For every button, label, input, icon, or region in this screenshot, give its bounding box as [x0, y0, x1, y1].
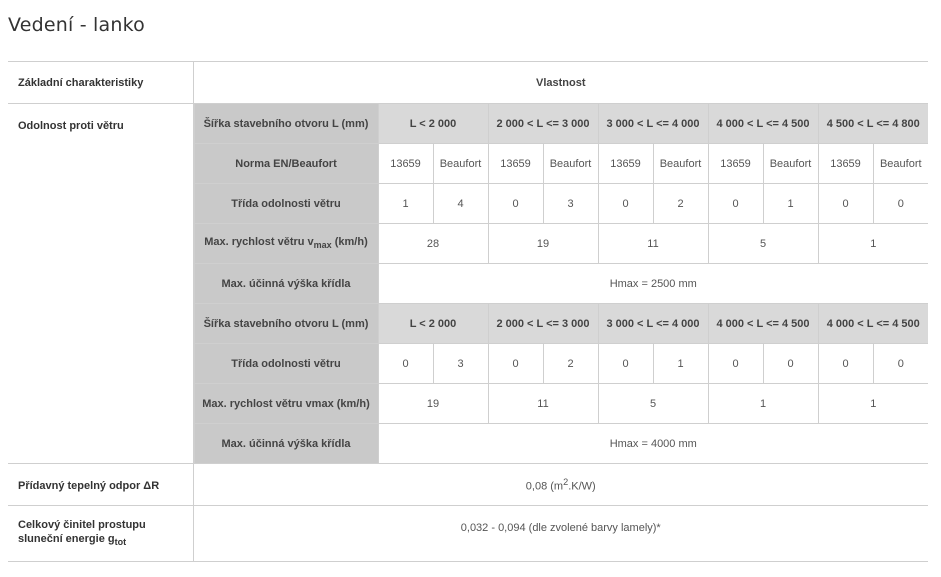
speed-label-sub: max: [313, 240, 332, 251]
height-cell: Hmax = 2500 mm: [378, 264, 928, 304]
thermal-resistance-value: [193, 464, 928, 506]
speed-cell: 1: [818, 384, 928, 424]
thermal-value-sup: 2: [563, 476, 569, 487]
norm-cell: 13659: [378, 144, 433, 184]
class-cell: 0: [488, 344, 543, 384]
row-label-speed: [194, 224, 378, 264]
wind-resistance-label: Odolnost proti větru: [8, 104, 193, 464]
row-label-norm: Norma EN/Beaufort: [194, 144, 378, 184]
header-property: Vlastnost: [193, 62, 928, 104]
class-cell: 0: [763, 344, 818, 384]
range-cell: 4 500 < L <= 4 800: [818, 104, 928, 144]
speed-label-unit: (km/h): [331, 236, 368, 249]
class-cell: 0: [708, 184, 763, 224]
speed-cell: 5: [708, 224, 818, 264]
norm-cell: Beaufort: [873, 144, 928, 184]
speed-cell: 1: [818, 224, 928, 264]
thermal-resistance-label: Přídavný tepelný odpor ΔR: [8, 464, 193, 506]
norm-cell: Beaufort: [433, 144, 488, 184]
table-header-row: [8, 62, 928, 104]
row-label-class: Třída odolnosti větru: [194, 184, 378, 224]
range-cell: 4 000 < L <= 4 500: [818, 304, 928, 344]
row-label-class: Třída odolnosti větru: [194, 344, 378, 384]
characteristics-table: [8, 61, 928, 562]
norm-cell: 13659: [708, 144, 763, 184]
page-title: Vedení - lanko: [8, 14, 145, 36]
thermal-value-unit: .K/W): [568, 480, 596, 493]
class-cell: 0: [873, 344, 928, 384]
height-row-1: [194, 264, 928, 304]
solar-transmittance-label: [8, 506, 193, 562]
norm-cell: 13659: [598, 144, 653, 184]
row-label-width: Šířka stavebního otvoru L (mm): [194, 104, 378, 144]
norm-cell: 13659: [488, 144, 543, 184]
row-label-width: Šířka stavebního otvoru L (mm): [194, 304, 378, 344]
solar-label-line1: Celkový činitel prostupu: [18, 519, 146, 531]
height-row-2: [194, 424, 928, 464]
speed-cell: 11: [488, 384, 598, 424]
class-cell: 0: [598, 184, 653, 224]
wind-resistance-row: [8, 104, 928, 464]
norm-cell: Beaufort: [543, 144, 598, 184]
class-cell: 3: [433, 344, 488, 384]
speed-cell: 5: [598, 384, 708, 424]
row-label-height: Max. účinná výška křídla: [194, 424, 378, 464]
class-row-2: [194, 344, 928, 384]
class-cell: 1: [653, 344, 708, 384]
class-cell: 0: [873, 184, 928, 224]
range-cell: L < 2 000: [378, 304, 488, 344]
width-row-2: [194, 304, 928, 344]
range-cell: L < 2 000: [378, 104, 488, 144]
speed-cell: 28: [378, 224, 488, 264]
norm-cell: Beaufort: [763, 144, 818, 184]
class-cell: 0: [488, 184, 543, 224]
class-cell: 0: [378, 344, 433, 384]
speed-row-2: [194, 384, 928, 424]
speed-cell: 19: [378, 384, 488, 424]
solar-transmittance-row: [8, 506, 928, 562]
thermal-value-text: 0,08 (m: [525, 480, 564, 493]
solar-label-sub: tot: [114, 537, 127, 548]
speed-row-1: [194, 224, 928, 264]
wind-resistance-table: [194, 104, 929, 463]
class-cell: 1: [763, 184, 818, 224]
speed-cell: 1: [708, 384, 818, 424]
class-cell: 4: [433, 184, 488, 224]
range-cell: 3 000 < L <= 4 000: [598, 304, 708, 344]
class-cell: 2: [653, 184, 708, 224]
class-cell: 0: [818, 184, 873, 224]
norm-row: [194, 144, 928, 184]
thermal-resistance-row: [8, 464, 928, 506]
speed-cell: 19: [488, 224, 598, 264]
norm-cell: Beaufort: [653, 144, 708, 184]
class-cell: 0: [598, 344, 653, 384]
range-cell: 2 000 < L <= 3 000: [488, 104, 598, 144]
range-cell: 4 000 < L <= 4 500: [708, 304, 818, 344]
row-label-speed: Max. rychlost větru vmax (km/h): [194, 384, 378, 424]
height-cell: Hmax = 4000 mm: [378, 424, 928, 464]
header-basic-characteristics: Základní charakteristiky: [8, 62, 193, 104]
class-cell: 1: [378, 184, 433, 224]
speed-cell: 11: [598, 224, 708, 264]
norm-cell: 13659: [818, 144, 873, 184]
class-cell: 0: [818, 344, 873, 384]
class-row-1: [194, 184, 928, 224]
width-row-1: [194, 104, 928, 144]
class-cell: 0: [708, 344, 763, 384]
class-cell: 3: [543, 184, 598, 224]
row-label-height: Max. účinná výška křídla: [194, 264, 378, 304]
range-cell: 3 000 < L <= 4 000: [598, 104, 708, 144]
speed-label-text: Max. rychlost větru v: [204, 236, 314, 249]
solar-label-line2: sluneční energie g: [18, 533, 115, 545]
class-cell: 2: [543, 344, 598, 384]
range-cell: 2 000 < L <= 3 000: [488, 304, 598, 344]
range-cell: 4 000 < L <= 4 500: [708, 104, 818, 144]
solar-transmittance-value: 0,032 - 0,094 (dle zvolené barvy lamely)*: [193, 506, 928, 562]
